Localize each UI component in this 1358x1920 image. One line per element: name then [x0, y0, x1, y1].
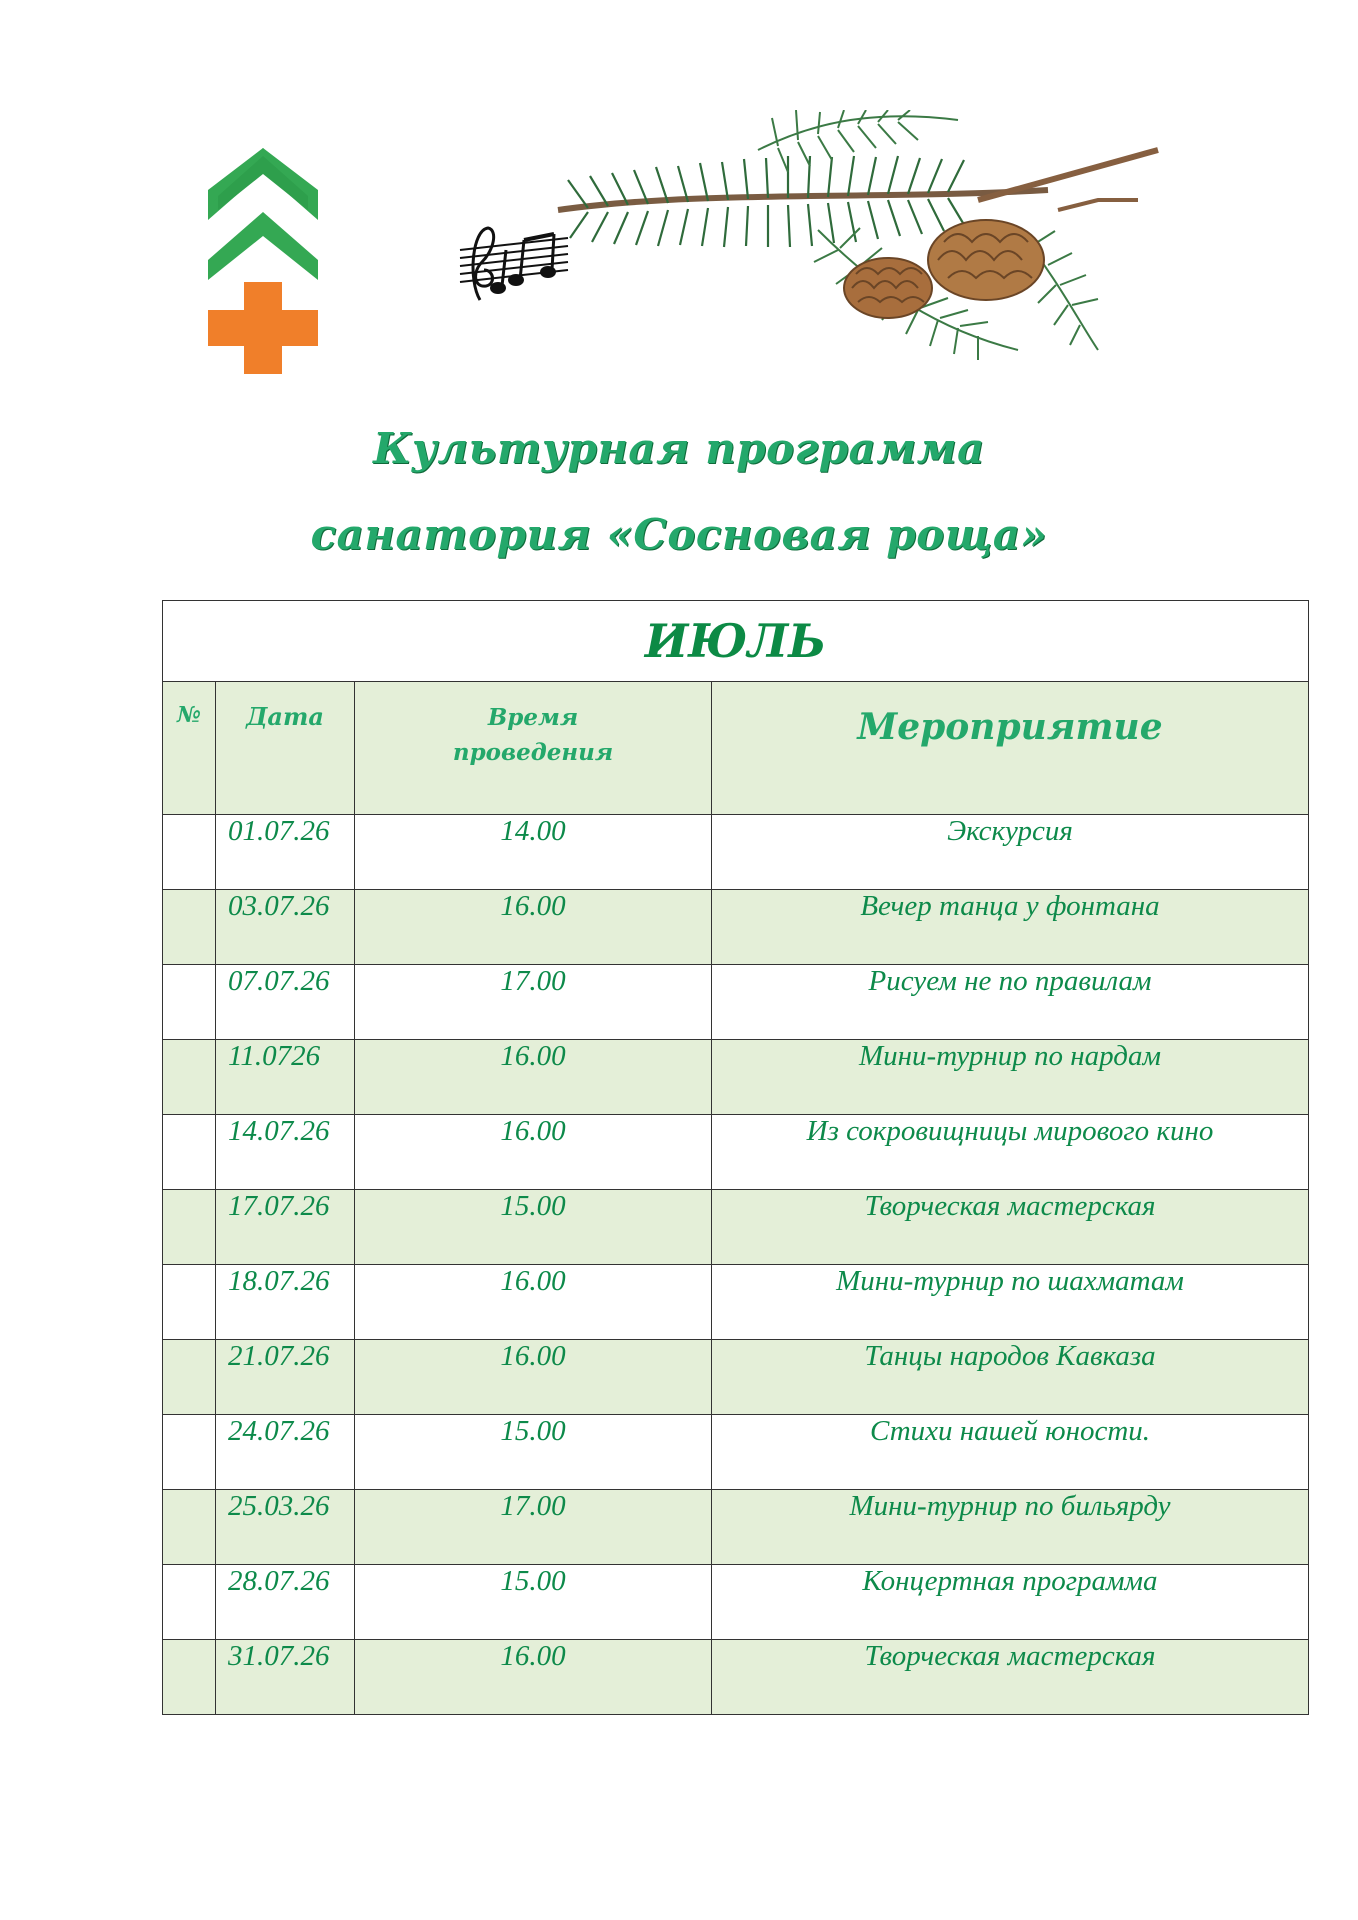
row-date: 01.07.26 — [216, 815, 355, 890]
column-header-event: Мероприятие — [712, 682, 1309, 815]
row-time: 16.00 — [355, 1340, 712, 1415]
row-time: 16.00 — [355, 1115, 712, 1190]
music-notes-icon — [460, 228, 568, 300]
table-row — [163, 1115, 1309, 1190]
row-time: 16.00 — [355, 1265, 712, 1340]
row-event: Вечер танца у фонтана — [712, 890, 1309, 965]
row-date: 14.07.26 — [216, 1115, 355, 1190]
row-num — [163, 1640, 216, 1715]
table-row — [163, 1415, 1309, 1490]
row-event: Мини-турнир по шахматам — [712, 1265, 1309, 1340]
table-row — [163, 890, 1309, 965]
row-time: 14.00 — [355, 815, 712, 890]
column-header-time — [355, 682, 712, 815]
row-date: 07.07.26 — [216, 965, 355, 1040]
table-row — [163, 1640, 1309, 1715]
row-event: Стихи нашей юности. — [712, 1415, 1309, 1490]
row-date: 25.03.26 — [216, 1490, 355, 1565]
health-chevrons-cross-icon — [208, 148, 318, 378]
schedule-table — [162, 600, 1309, 1715]
row-num — [163, 965, 216, 1040]
row-time: 15.00 — [355, 1565, 712, 1640]
row-date: 18.07.26 — [216, 1265, 355, 1340]
row-num — [163, 1115, 216, 1190]
row-num — [163, 1490, 216, 1565]
row-time: 15.00 — [355, 1415, 712, 1490]
pine-branch-icon — [458, 110, 1180, 376]
row-event: Рисуем не по правилам — [712, 965, 1309, 1040]
page-title-line2: санатория «Сосновая роща» — [310, 510, 1048, 559]
page-title-line1: Культурная программа — [373, 424, 985, 473]
row-event: Танцы народов Кавказа — [712, 1340, 1309, 1415]
table-row — [163, 1190, 1309, 1265]
table-row — [163, 1490, 1309, 1565]
table-row — [163, 965, 1309, 1040]
row-event: Творческая мастерская — [712, 1640, 1309, 1715]
table-header-row — [163, 682, 1309, 815]
row-event: Концертная программа — [712, 1565, 1309, 1640]
table-row — [163, 815, 1309, 890]
table-row — [163, 1565, 1309, 1640]
row-date: 24.07.26 — [216, 1415, 355, 1490]
row-time: 17.00 — [355, 965, 712, 1040]
column-header-date: Дата — [216, 682, 355, 815]
row-num — [163, 815, 216, 890]
month-heading: ИЮЛЬ — [163, 601, 1309, 682]
row-date: 03.07.26 — [216, 890, 355, 965]
row-date: 31.07.26 — [216, 1640, 355, 1715]
row-event: Творческая мастерская — [712, 1190, 1309, 1265]
row-event: Мини-турнир по нардам — [712, 1040, 1309, 1115]
row-num — [163, 1565, 216, 1640]
row-num — [163, 1190, 216, 1265]
row-num — [163, 890, 216, 965]
row-date: 28.07.26 — [216, 1565, 355, 1640]
row-time: 16.00 — [355, 890, 712, 965]
row-event: Экскурсия — [712, 815, 1309, 890]
row-date: 21.07.26 — [216, 1340, 355, 1415]
row-time: 15.00 — [355, 1190, 712, 1265]
row-num — [163, 1040, 216, 1115]
row-num — [163, 1340, 216, 1415]
table-row — [163, 1340, 1309, 1415]
column-header-num: № — [163, 682, 216, 815]
row-time: 17.00 — [355, 1490, 712, 1565]
row-event: Мини-турнир по бильярду — [712, 1490, 1309, 1565]
column-header-time-line1: Время — [487, 704, 579, 731]
table-row — [163, 1040, 1309, 1115]
row-date: 17.07.26 — [216, 1190, 355, 1265]
row-time: 16.00 — [355, 1040, 712, 1115]
row-num — [163, 1265, 216, 1340]
row-num — [163, 1415, 216, 1490]
row-event: Из сокровищницы мирового кино — [712, 1115, 1309, 1190]
pine-cone-icon — [844, 220, 1044, 318]
row-date: 11.0726 — [216, 1040, 355, 1115]
column-header-time-line2: проведения — [452, 739, 614, 766]
table-row — [163, 1265, 1309, 1340]
row-time: 16.00 — [355, 1640, 712, 1715]
